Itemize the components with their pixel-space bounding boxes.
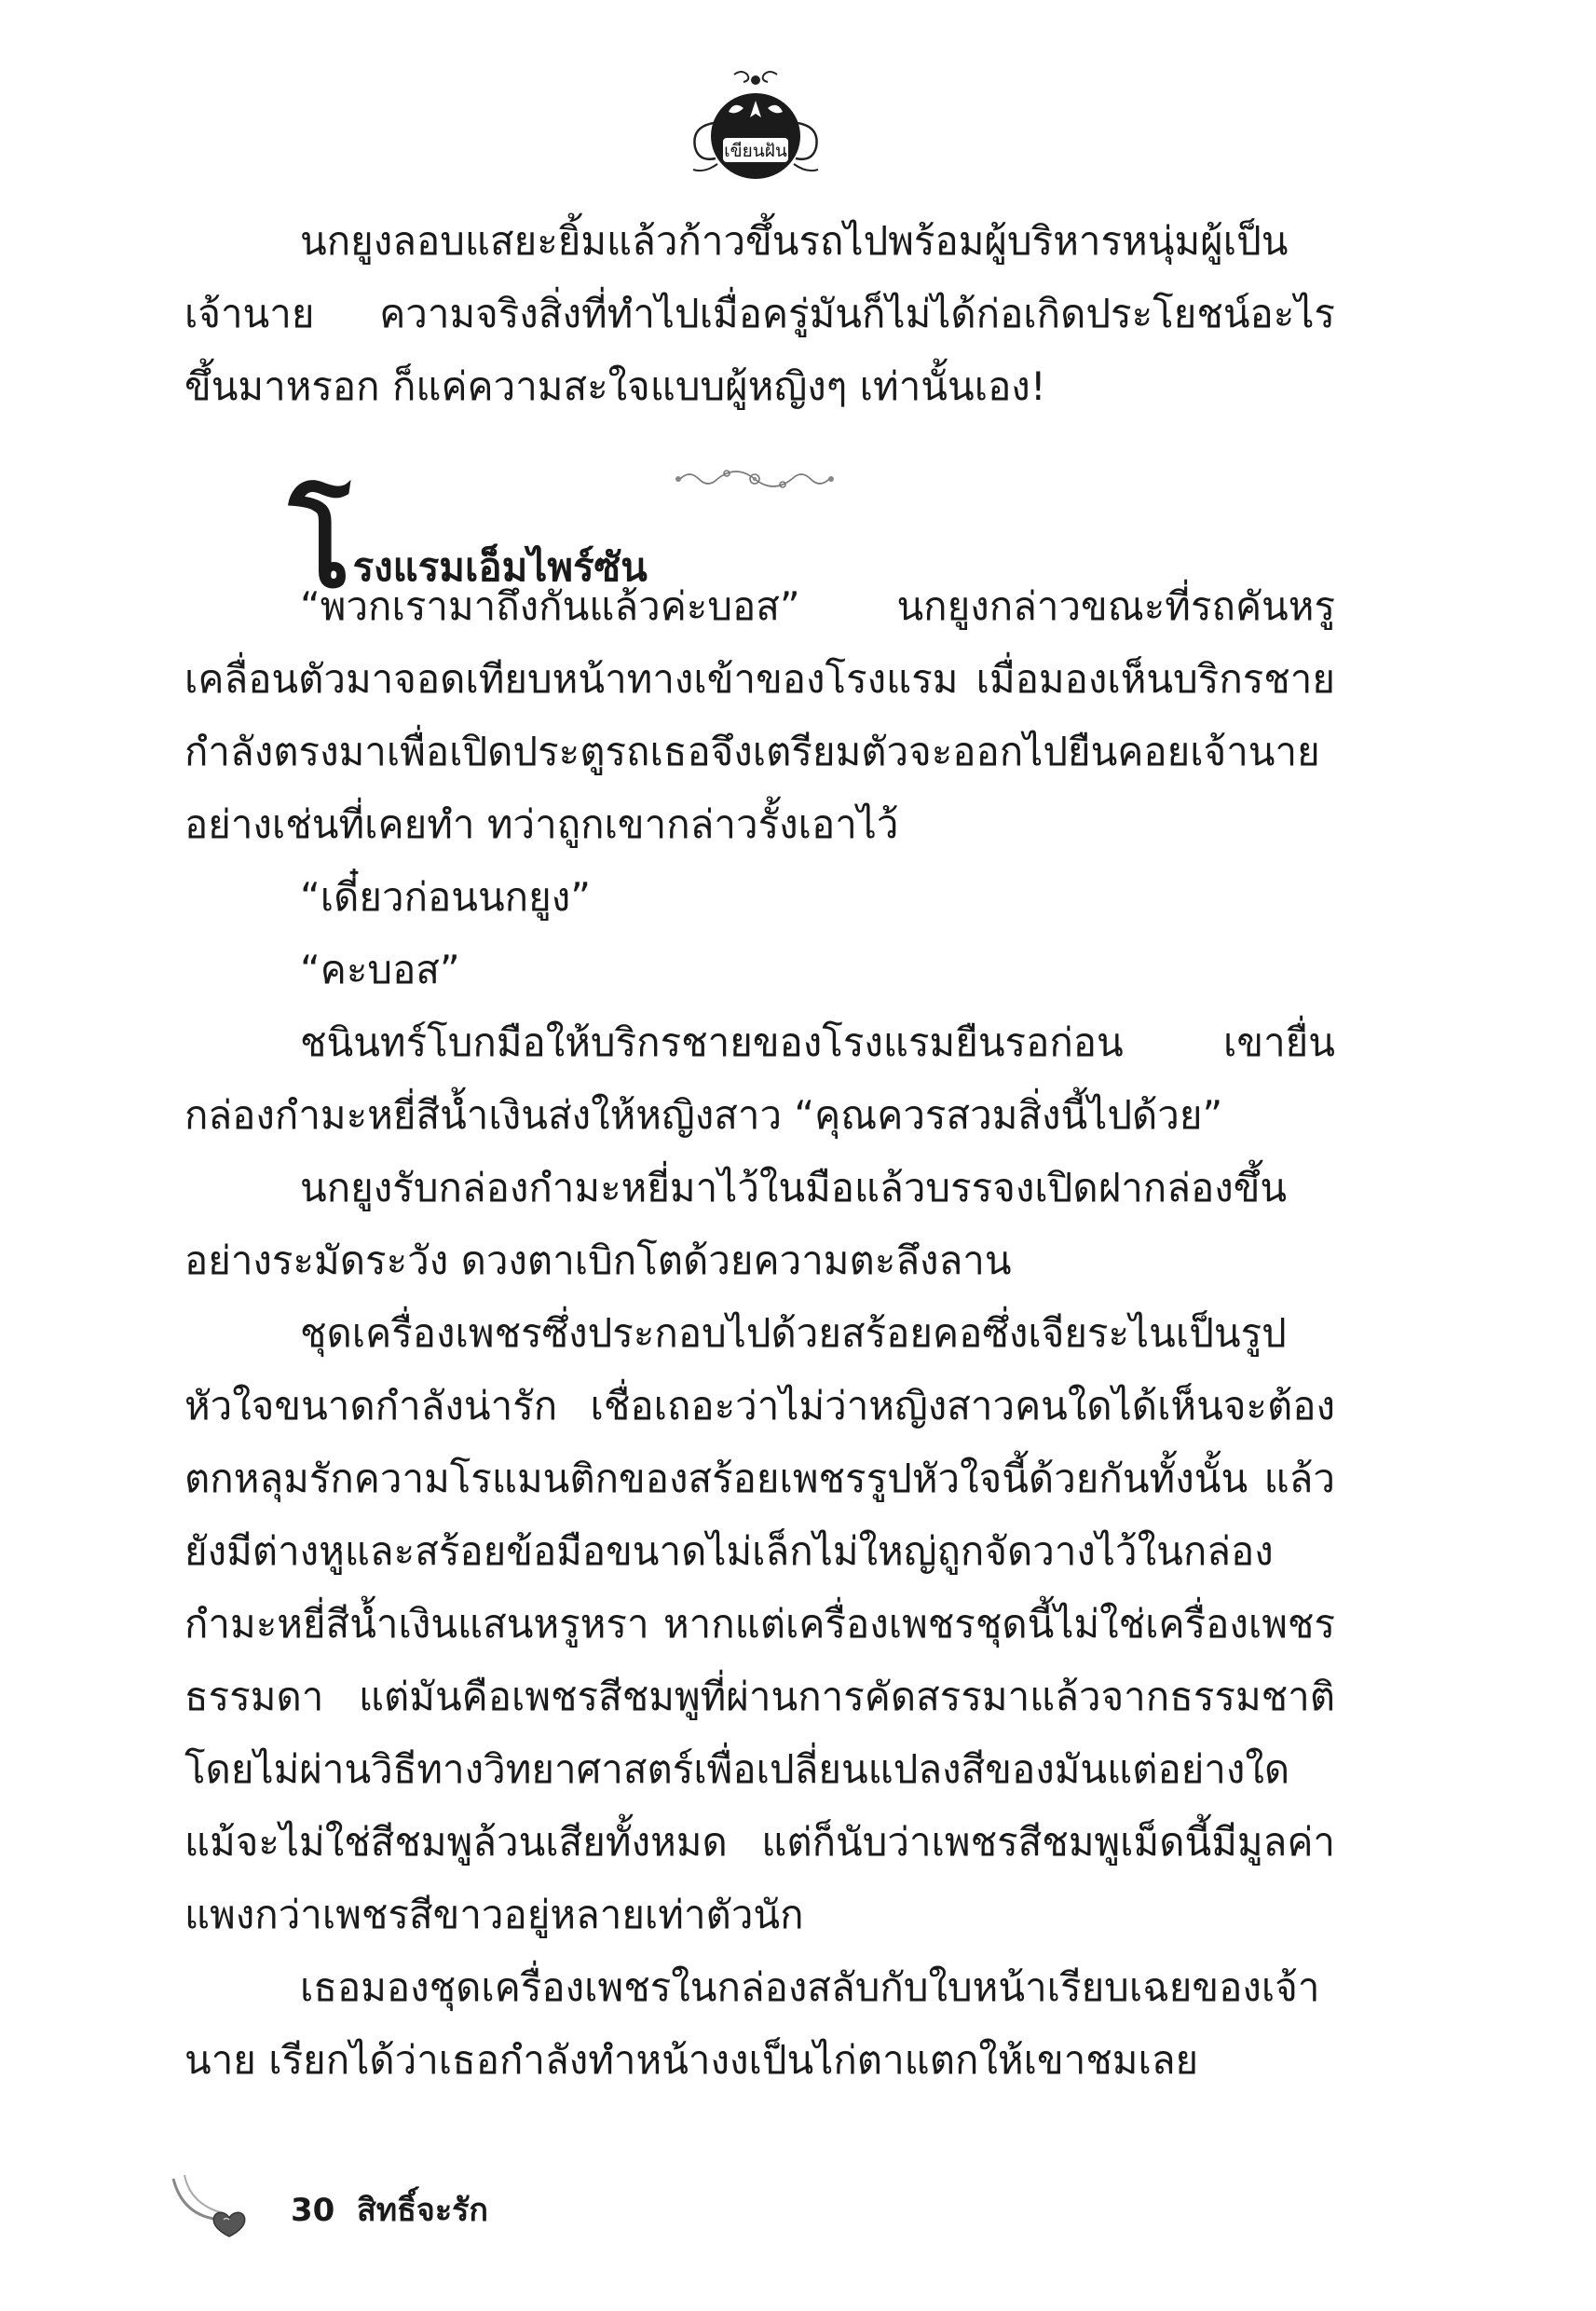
section-heading-text: รงแรมเอ็มไพร์ซัน [352,544,648,590]
publisher-emblem-icon [686,67,825,188]
heart-swirl-icon [168,2171,270,2244]
paragraph: เธอมองชุดเครื่องเพชรในกล่องสลับกับใบหน้าเรียบเฉยของเจ้านาย เรียกได้ว่าเธอกำลังทำหน้างงเป็นไก่ตาแตกให้เขาชมเลย [184,1964,1320,2083]
footer-text [291,2184,488,2235]
paragraph: นกยูงลอบแสยะยิ้มแล้วก้าวขึ้นรถไปพร้อมผู้บริหารหนุ่มผู้เป็นเจ้านาย ความจริงสิ่งที่ทำไปเมื่อครู่มันก็ไม่ได้ก่อเกิดประโยชน์อะไรขึ้นมาหรอก ก็แค่ความสะใจแบบผู้หญิงๆ เท่านั้นเอง! [184,218,1335,409]
book-title: สิทธิ์จะรัก [357,2192,488,2229]
paragraph: “เดี๋ยวก่อนนกยูง” [300,874,591,920]
page-footer [168,2171,634,2246]
emblem-text: เขียนฝัน [724,141,787,161]
drop-cap: โ [289,479,351,614]
paragraph: ชุดเครื่องเพชรซึ่งประกอบไปด้วยสร้อยคอซึ่งเจียระไนเป็นรูปหัวใจขนาดกำลังน่ารัก เชื่อเถอะว่าไม่ว่าหญิงสาวคนใดได้เห็นจะต้องตกหลุมรักความโรแมนติกของสร้อยเพชรรูปหัวใจนี้ด้วยกันทั้งนั้น แล้วยังมีต่างหูและสร้อยข้อมือขนาดไม่เล็กไม่ใหญ่ถูกจัดวางไว้ในกล่องกำมะหยี่สีน้ำเงินแสนหรูหรา หากแต่เครื่องเพชรชุดนี้ไม่ใช่เครื่องเพชรธรรมดา แต่มันคือเพชรสีชมพูที่ผ่านการคัดสรรมาแล้วจากธรรมชาติโดยไม่ผ่านวิธีทางวิทยาศาสตร์เพื่อเปลี่ยนแปลงสีของมันแต่อย่างใด แม้จะไม่ใช่สีชมพูล้วนเสียทั้งหมด แต่ก็นับว่าเพชรสีชมพูเม็ดนี้มีมูลค่าแพงกว่าเพชรสีขาวอยู่หลายเท่าตัวนัก [184,1310,1335,1937]
paragraph: ชนินทร์โบกมือให้บริกรชายของโรงแรมยืนรอก่อน เขายื่นกล่องกำมะหยี่สีน้ำเงินส่งให้หญิงสาว “คุณควรสวมสิ่งนี้ไปด้วย” [184,1019,1335,1138]
divider-ornament-icon [671,455,839,501]
opening-text [184,205,1335,423]
paragraph: “พวกเรามาถึงกันแล้วค่ะบอส” นกยูงกล่าวขณะที่รถคันหรูเคลื่อนตัวมาจอดเทียบหน้าทางเข้าของโรงแรม เมื่อมองเห็นบริกรชายกำลังตรงมาเพื่อเปิดประตูรถเธอจึงเตรียมตัวจะออกไปยืนคอยเจ้านายอย่างเช่นที่เคยทำ ทว่าถูกเขากล่าวรั้งเอาไว้ [184,583,1335,847]
page-number: 30 [291,2192,335,2229]
paragraph: นกยูงรับกล่องกำมะหยี่มาไว้ในมือแล้วบรรจงเปิดฝากล่องขึ้นอย่างระมัดระวัง ดวงตาเบิกโตด้วยความตะลึงลาน [184,1165,1288,1283]
body-text [184,570,1335,2097]
paragraph: “คะบอส” [300,947,460,992]
